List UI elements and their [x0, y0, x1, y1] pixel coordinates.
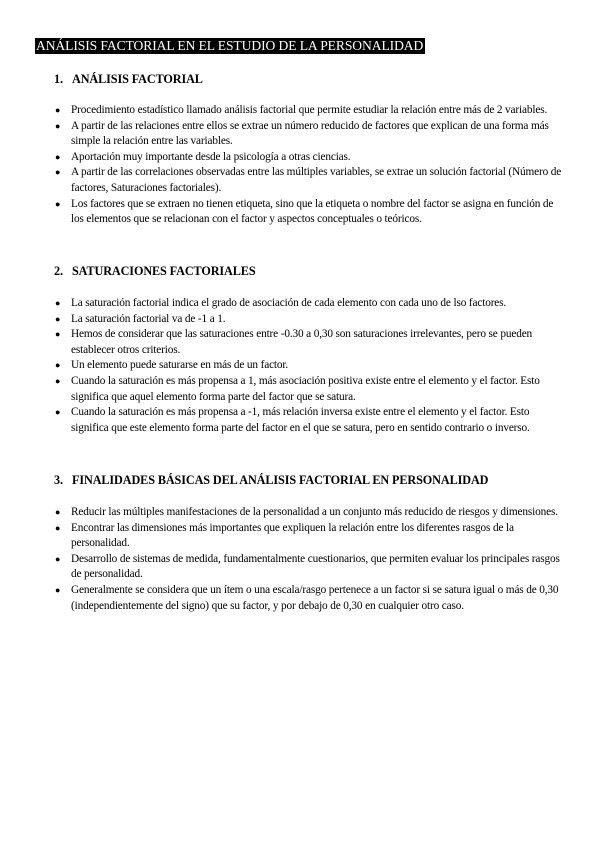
list-item: [0, 119, 564, 150]
bullet-icon: ●: [55, 360, 61, 371]
bullet-icon: ●: [55, 375, 61, 386]
bullet-icon: ●: [55, 313, 61, 324]
list-item-text: Cuando la saturación es más propensa a -1, más relación inversa existe entre el elemento y el factor. Esto significa que este elemento forma parte del factor en el que se satura, pero en sentido contrario o inverso.: [71, 406, 530, 434]
bullet-icon: ●: [55, 584, 61, 595]
section-number: 3.: [54, 473, 63, 487]
list-item: [0, 405, 564, 436]
list-item-text: Procedimiento estadístico llamado análisis factorial que permite estudiar la relación entre más de 2 variables.: [71, 104, 548, 116]
list-item: [0, 505, 564, 521]
bullet-icon: ●: [55, 329, 61, 340]
list-item-text: Un elemento puede saturarse en más de un factor.: [71, 359, 289, 372]
section-number: 1.: [54, 72, 63, 86]
list-item-text: Generalmente se considera que un ítem o una escala/rasgo pertenece a un factor si se satura igual o más de 0,30 (independientemente del signo) que su factor, y por debajo de 0,30 en cualquier otro caso.: [71, 583, 559, 612]
list-item-text: A partir de las correlaciones observadas entre las múltiples variables, se extrae un solución factorial (Número de factores, Saturaciones factoriales).: [71, 166, 562, 194]
section-title: SATURACIONES FACTORIALES: [72, 264, 256, 278]
section-2-list: [0, 296, 600, 436]
bullet-icon: ●: [55, 553, 61, 564]
section-title: ANÁLISIS FACTORIAL: [72, 72, 203, 86]
list-item-text: Desarrollo de sistemas de medida, fundamentalmente cuestionarios, que permiten evaluar los principales rasgos de personalidad.: [71, 552, 560, 581]
list-item-text: Cuando la saturación es más propensa a 1, más asociación positiva existe entre el elemento y el factor. Esto significa que aquel elemento forma parte del factor que se satura.: [71, 374, 540, 403]
list-item: [0, 521, 564, 552]
section-heading-analisis-factorial: [54, 72, 203, 87]
document-title: ANÁLISIS FACTORIAL EN EL ESTUDIO DE LA PERSONALIDAD: [36, 38, 424, 53]
list-item-text: A partir de las relaciones entre ellos se extrae un número reducido de factores que explican de una forma más simple la relación entre las variables.: [71, 119, 549, 148]
section-heading-saturaciones-factoriales: [54, 264, 256, 279]
list-item: [0, 583, 564, 614]
list-item: [0, 312, 564, 328]
list-item: [0, 165, 564, 196]
bullet-icon: ●: [55, 167, 61, 178]
section-title: FINALIDADES BÁSICAS DEL ANÁLISIS FACTORIAL EN PERSONALIDAD: [72, 473, 489, 487]
list-item: [0, 552, 564, 583]
section-heading-finalidades-basicas: [54, 473, 488, 488]
list-item: [0, 150, 564, 166]
list-item-text: La saturación factorial indica el grado de asociación de cada elemento con cada uno de lso factores.: [71, 297, 507, 309]
section-number: 2.: [54, 264, 63, 278]
bullet-icon: ●: [55, 198, 61, 209]
bullet-icon: ●: [55, 298, 61, 308]
list-item: [0, 374, 564, 405]
bullet-icon: ●: [55, 407, 61, 418]
list-item-text: La saturación factorial va de -1 a 1.: [71, 312, 226, 325]
list-item: [0, 327, 564, 358]
list-item-text: Encontrar las dimensiones más importantes que expliquen la relación entre los diferentes rasgos de la personalidad.: [71, 521, 514, 550]
bullet-icon: ●: [55, 507, 61, 517]
section-3-list: [0, 505, 600, 614]
list-item-text: Hemos de considerar que las saturaciones entre -0.30 a 0,30 son saturaciones irrelevantes, pero se pueden establecer otros criterios.: [71, 328, 533, 356]
bullet-icon: ●: [55, 105, 61, 115]
bullet-icon: ●: [55, 120, 61, 131]
list-item: [0, 197, 564, 228]
list-item: [0, 103, 564, 119]
list-item: [0, 358, 564, 374]
list-item-text: Aportación muy importante desde la psicología a otras ciencias.: [71, 150, 351, 163]
bullet-icon: ●: [55, 151, 61, 162]
list-item-text: Los factores que se extraen no tienen etiqueta, sino que la etiqueta o nombre del factor se asigna en función de los elementos que se relacionan con el factor y aspectos conceptuales o teóricos.: [71, 197, 554, 226]
list-item: [0, 296, 564, 312]
section-1-list: [0, 103, 600, 228]
bullet-icon: ●: [55, 522, 61, 533]
list-item-text: Reducir las múltiples manifestaciones de la personalidad a un conjunto más reducido de riesgos y dimensiones.: [71, 506, 558, 518]
